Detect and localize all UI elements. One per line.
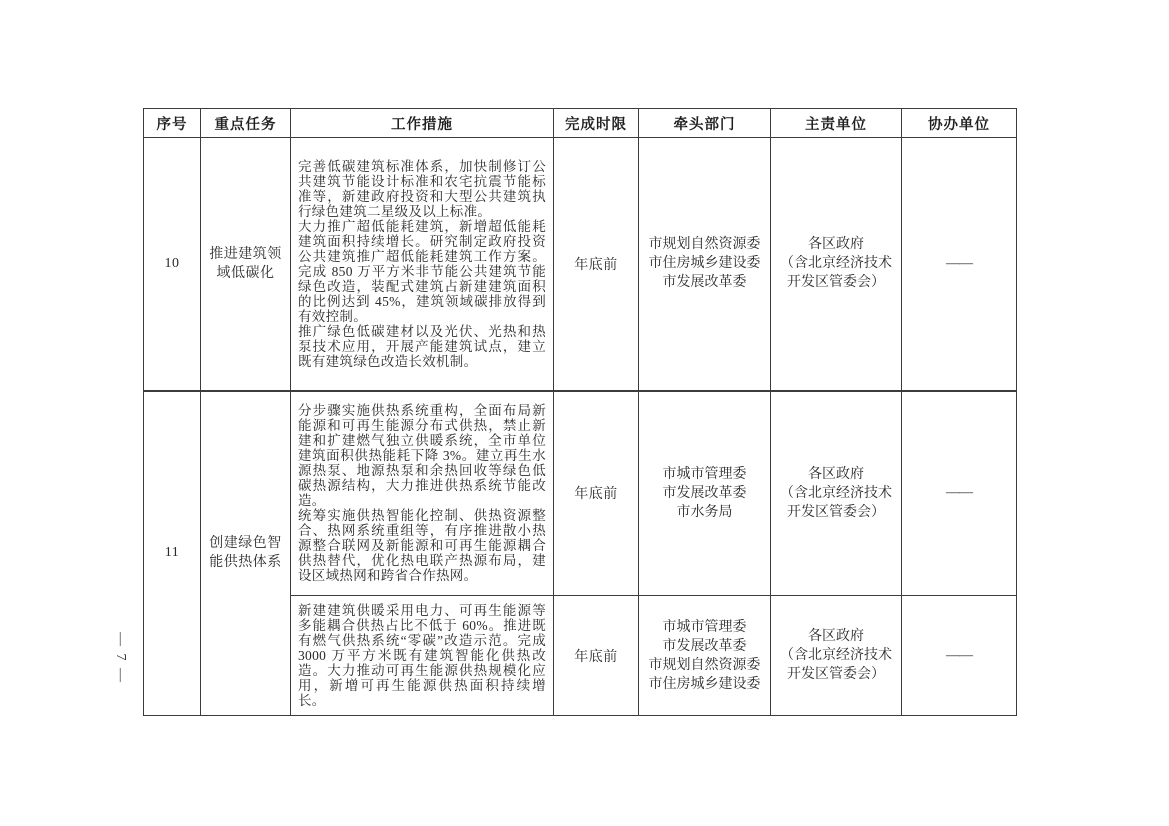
col-header-assisting-unit: 协办单位 xyxy=(902,109,1017,138)
lead-dept-line: 市规划自然资源委 xyxy=(648,237,761,253)
lead-dept-line: 市城市管理委 xyxy=(662,619,747,635)
assisting-unit-cell: —— xyxy=(902,596,1017,716)
responsible-unit-cell xyxy=(771,138,902,391)
responsible-unit-line: 开发区管委会） xyxy=(787,275,885,291)
deadline-cell: 年底前 xyxy=(554,391,639,596)
deadline-cell: 年底前 xyxy=(554,596,639,716)
lead-dept-line: 市规划自然资源委 xyxy=(648,657,761,673)
table-row xyxy=(144,138,1017,391)
col-header-task: 重点任务 xyxy=(201,109,291,138)
col-header-responsible-unit: 主责单位 xyxy=(771,109,902,138)
measure-paragraph: 完善低碳建筑标准体系，加快制修订公共建筑节能设计标准和农宅抗震节能标准等，新建政府投资和大型公共建筑执行绿色建筑二星级及以上标准。 xyxy=(298,158,546,219)
deadline-cell: 年底前 xyxy=(554,138,639,391)
measure-paragraph: 大力推广超低能耗建筑，新增超低能耗建筑面积持续增长。研究制定政府投资公共建筑推广超低能耗建筑工作方案。完成 850 万平方米非节能公共建筑节能绿色改造，装配式建筑占新建建筑面积的比例达到 45%，建筑领域碳排放得到有效控制。 xyxy=(298,218,546,324)
measures-cell xyxy=(291,596,554,716)
lead-dept-line: 市发展改革委 xyxy=(662,275,747,291)
responsible-unit-line: （含北京经济技术 xyxy=(780,485,892,501)
col-header-deadline: 完成时限 xyxy=(554,109,639,138)
responsible-unit-line: （含北京经济技术 xyxy=(780,256,892,272)
responsible-unit-line: 开发区管委会） xyxy=(787,667,885,682)
lead-dept-line: 市城市管理委 xyxy=(662,466,747,482)
responsible-unit-line: 开发区管委会） xyxy=(787,504,885,520)
responsible-unit-line: 各区政府 xyxy=(808,629,864,644)
task-cell: 创建绿色智能供热体系 xyxy=(201,391,291,716)
lead-dept-cell xyxy=(639,596,771,716)
responsible-unit-cell xyxy=(771,596,902,716)
measure-paragraph: 新建建筑供暖采用电力、可再生能源等多能耦合供热占比不低于 60%。推进既有燃气供热系统“零碳”改造示范。完成 3000 万平方米既有建筑智能化供热改造。大力推动可再生能源供热规模化应用，新增可再生能源供热面积持续增长。 xyxy=(298,603,546,708)
seq-cell: 11 xyxy=(144,391,201,716)
responsible-unit-line: （含北京经济技术 xyxy=(780,648,892,663)
lead-dept-line: 市住房城乡建设委 xyxy=(648,676,761,692)
measure-paragraph: 分步骤实施供热系统重构，全面布局新能源和可再生能源分布式供热，禁止新建和扩建燃气独立供暖系统，全市单位建筑面积供热能耗下降 3%。建立再生水源热泵、地源热泵和余热回收等绿色低碳热源结构，大力推进供热系统节能改造。 xyxy=(298,403,546,509)
seq-cell: 10 xyxy=(144,138,201,391)
lead-dept-cell xyxy=(639,391,771,596)
assisting-unit-cell: —— xyxy=(902,138,1017,391)
measures-cell xyxy=(291,138,554,391)
measure-paragraph: 推广绿色低碳建材以及光伏、光热和热泵技术应用，开展产能建筑试点，建立既有建筑绿色改造长效机制。 xyxy=(298,323,546,369)
lead-dept-line: 市发展改革委 xyxy=(662,638,747,654)
lead-dept-line: 市水务局 xyxy=(676,504,733,520)
measures-cell xyxy=(291,391,554,596)
col-header-measures: 工作措施 xyxy=(291,109,554,138)
page-number: — 7 — xyxy=(113,632,128,684)
lead-dept-line: 市发展改革委 xyxy=(662,485,747,501)
assisting-unit-cell: —— xyxy=(902,391,1017,596)
lead-dept-cell xyxy=(639,138,771,391)
task-table xyxy=(143,108,1017,716)
lead-dept-line: 市住房城乡建设委 xyxy=(648,256,761,272)
table-row xyxy=(144,391,1017,596)
task-cell: 推进建筑领域低碳化 xyxy=(201,138,291,391)
responsible-unit-line: 各区政府 xyxy=(808,237,864,253)
measure-paragraph: 统筹实施供热智能化控制、供热资源整合、热网系统重组等，有序推进散小热源整合联网及新能源和可再生能源耦合供热替代，优化热电联产热源布局，建设区域热网和跨省合作热网。 xyxy=(298,508,546,584)
col-header-seq: 序号 xyxy=(144,109,201,138)
responsible-unit-cell xyxy=(771,391,902,596)
col-header-lead-dept: 牵头部门 xyxy=(639,109,771,138)
table-header-row xyxy=(144,109,1017,138)
responsible-unit-line: 各区政府 xyxy=(808,466,864,482)
